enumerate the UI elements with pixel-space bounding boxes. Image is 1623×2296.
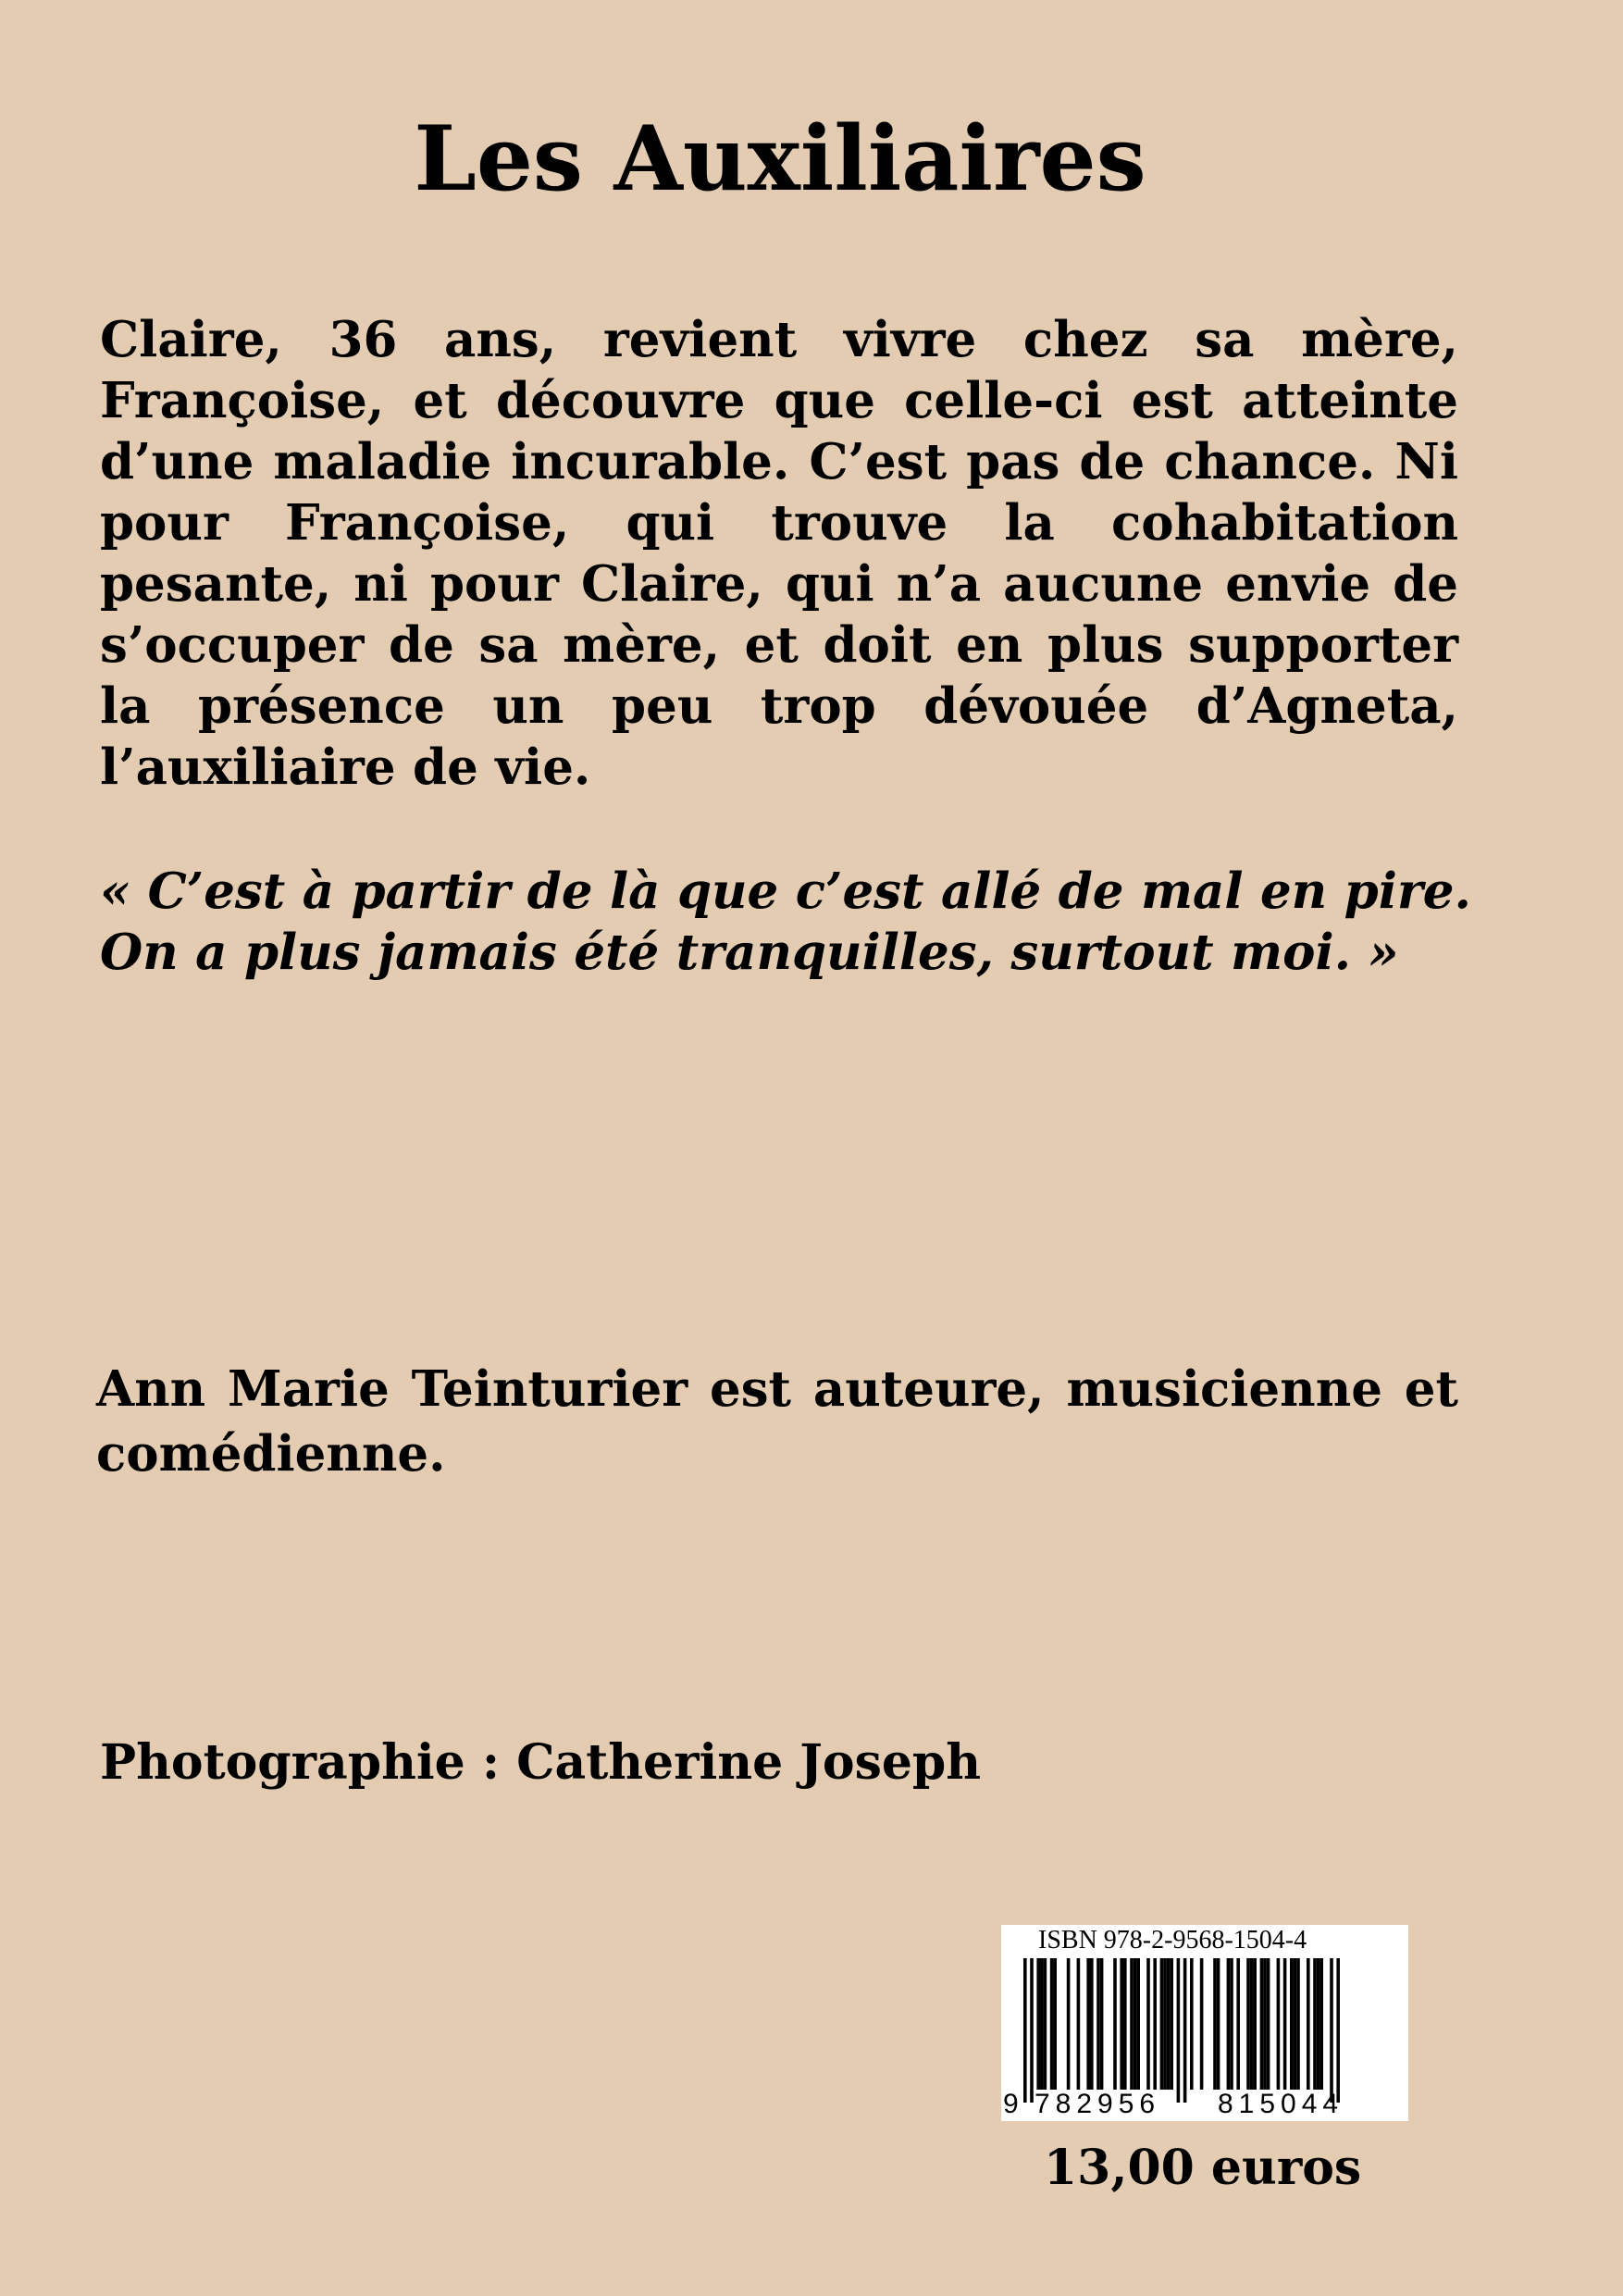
barcode-bar bbox=[1307, 1958, 1310, 2090]
barcode-bar bbox=[1227, 1958, 1231, 2090]
barcode-bar bbox=[1336, 1958, 1340, 2103]
barcode-bar bbox=[1183, 1958, 1187, 2103]
photo-credit: Photographie : Catherine Joseph bbox=[100, 1734, 982, 1791]
synopsis-paragraph: Claire, 36 ans, revient vivre chez sa mère, Françoise, et découvre que celle-ci est atteinte d’une maladie incurable. C’est pas de chance. Ni pour Françoise, qui trouve la cohabitation pesante, ni pour Claire, qui n’a aucune envie de s’occuper de sa mère, et doit en plus supporter la présence un peu trop dévouée d’Agneta, l’auxiliaire de vie. bbox=[100, 311, 1458, 796]
barcode-bar bbox=[1236, 1958, 1240, 2090]
barcode-bar bbox=[1290, 1958, 1294, 2090]
barcode-bar bbox=[1100, 1958, 1104, 2090]
barcode-bar bbox=[1050, 1958, 1054, 2090]
isbn-label: ISBN 978-2-9568-1504-4 bbox=[1038, 1926, 1307, 1955]
barcode-bar bbox=[1067, 1958, 1071, 2090]
barcode-bar bbox=[1023, 1958, 1027, 2103]
excerpt-quote bbox=[100, 861, 1471, 983]
barcode-bar bbox=[1160, 1958, 1164, 2090]
barcode-bar bbox=[1246, 1958, 1250, 2090]
barcode-bar bbox=[1294, 1958, 1297, 2090]
isbn-barcode bbox=[1001, 1925, 1408, 2121]
barcode-bar bbox=[1136, 1958, 1140, 2090]
barcode-bar bbox=[1146, 1958, 1150, 2090]
barcode-bar bbox=[1153, 1958, 1157, 2090]
barcode-bar bbox=[1123, 1958, 1127, 2090]
barcode-bar bbox=[1044, 1958, 1047, 2090]
barcode-bar bbox=[1170, 1958, 1173, 2090]
barcode-bar bbox=[1086, 1958, 1090, 2090]
barcode-bar bbox=[1036, 1958, 1040, 2090]
barcode-bar bbox=[1230, 1958, 1233, 2090]
quote-line: « C’est à partir de là que c’est allé de mal en pire. bbox=[100, 863, 1471, 920]
barcode-bar bbox=[1319, 1958, 1323, 2090]
barcode-bar bbox=[1296, 1958, 1300, 2090]
barcode-bar bbox=[1090, 1958, 1094, 2090]
barcode-digits bbox=[1001, 2090, 1408, 2119]
barcode-bar bbox=[1213, 1958, 1217, 2090]
quote-line: On a plus jamais été tranquilles, surtout moi. » bbox=[100, 924, 1399, 981]
barcode-bar bbox=[1130, 1958, 1134, 2090]
barcode-digit-group-right: 815044 bbox=[1218, 2089, 1344, 2119]
barcode-digit-group-left: 782956 bbox=[1035, 2089, 1161, 2119]
barcode-bar bbox=[1053, 1958, 1057, 2090]
barcode-bar bbox=[1177, 1958, 1181, 2103]
barcode-bar bbox=[1260, 1958, 1264, 2090]
barcode-bar bbox=[1250, 1958, 1254, 2090]
barcode-bar bbox=[1113, 1958, 1117, 2090]
barcode-bar bbox=[1120, 1958, 1123, 2090]
barcode-bar bbox=[1313, 1958, 1317, 2090]
barcode-bar bbox=[1190, 1958, 1194, 2090]
barcode-bar bbox=[1134, 1958, 1137, 2090]
barcode-bar bbox=[1200, 1958, 1204, 2090]
price-label: 13,00 euros bbox=[1044, 2140, 1362, 2196]
barcode-bar bbox=[1217, 1958, 1220, 2090]
barcode-bar bbox=[1330, 1958, 1333, 2103]
barcode-bar bbox=[1040, 1958, 1044, 2090]
book-title: Les Auxiliaires bbox=[414, 106, 1146, 211]
barcode-bar bbox=[1317, 1958, 1320, 2090]
barcode-bar bbox=[1030, 1958, 1034, 2103]
barcode-bar bbox=[1077, 1958, 1081, 2090]
barcode-bar bbox=[1163, 1958, 1167, 2090]
barcode-bar bbox=[1283, 1958, 1287, 2090]
author-bio: Ann Marie Teinturier est auteure, musicienne et comédienne. bbox=[96, 1360, 1458, 1483]
barcode-first-digit: 9 bbox=[1003, 2089, 1019, 2119]
barcode-bar bbox=[1263, 1958, 1267, 2090]
barcode-bar bbox=[1277, 1958, 1281, 2090]
barcode-bar bbox=[1267, 1958, 1270, 2090]
barcode-bar bbox=[1096, 1958, 1100, 2090]
barcode-bar bbox=[1253, 1958, 1257, 2090]
barcode-bar bbox=[1167, 1958, 1171, 2090]
